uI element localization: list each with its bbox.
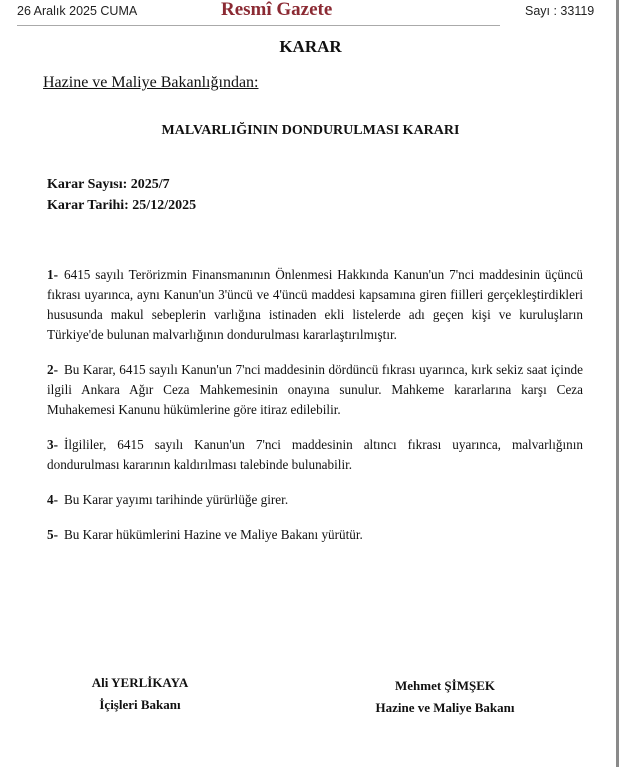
- article-number: 2-: [47, 362, 58, 377]
- signatory-name: Ali YERLİKAYA: [91, 675, 189, 690]
- issue-date: 26 Aralık 2025 CUMA: [17, 4, 138, 18]
- article-text: İlgililer, 6415 sayılı Kanun'un 7'nci maddesinin altıncı fıkrası uyarınca, malvarlığının dondurulması kararının kaldırılması talebinde bulunabilir.: [47, 437, 583, 472]
- signatory-name: Mehmet ŞİMŞEK: [394, 678, 496, 693]
- article-text: Bu Karar, 6415 sayılı Kanun'un 7'nci maddesinin dördüncü fıkrası uyarınca, kırk sekiz saat içinde ilgili Ankara Ağır Ceza Mahkemesinin onayına sunulur. Mahkeme kararlarına karşı Ceza Muhakemesi Kanunu hükümlerine göre itiraz edilebilir.: [47, 362, 583, 417]
- decision-title: MALVARLIĞININ DONDURULMASI KARARI: [161, 123, 460, 138]
- issuing-ministry: Hazine ve Maliye Bakanlığından:: [43, 74, 259, 91]
- section-heading: KARAR: [279, 37, 342, 56]
- gazette-header: [17, 0, 595, 25]
- issue-number: Sayı : 33119: [525, 4, 595, 18]
- article-number: 1-: [47, 267, 58, 282]
- signatory-role: İçişleri Bakanı: [99, 697, 181, 712]
- decision-date: Karar Tarihi: 25/12/2025: [47, 198, 197, 213]
- article-2: [47, 360, 583, 420]
- article-text: 6415 sayılı Terörizmin Finansmanının Önlenmesi Hakkında Kanun'un 7'nci maddesinin üçüncü fıkrası uyarınca, aynı Kanun'un 3'üncü ve 4'üncü maddesi kapsamına giren fiilleri gerçekleştirdikleri hususunda makul sebeplerin varlığına istinaden ekli listelerde adı geçen kişi ve kuruluşların Türkiye'de bulunan malvarlığının dondurulması kararlaştırılmıştır.: [47, 267, 583, 342]
- article-1: [47, 265, 583, 345]
- signature-finance-minister: [345, 675, 545, 719]
- article-number: 3-: [47, 437, 58, 452]
- article-5: [47, 525, 583, 545]
- signatory-role: Hazine ve Maliye Bakanı: [375, 700, 515, 715]
- article-text: Bu Karar hükümlerini Hazine ve Maliye Bakanı yürütür.: [64, 527, 363, 542]
- gazette-name: Resmî Gazete: [221, 0, 333, 20]
- page-edge: [616, 0, 619, 767]
- article-number: 5-: [47, 527, 58, 542]
- article-3: [47, 435, 583, 475]
- article-4: [47, 490, 583, 510]
- signature-interior-minister: [60, 672, 220, 716]
- header-divider: [17, 25, 500, 26]
- decision-number: Karar Sayısı: 2025/7: [47, 177, 170, 192]
- article-text: Bu Karar yayımı tarihinde yürürlüğe girer.: [64, 492, 289, 507]
- article-number: 4-: [47, 492, 58, 507]
